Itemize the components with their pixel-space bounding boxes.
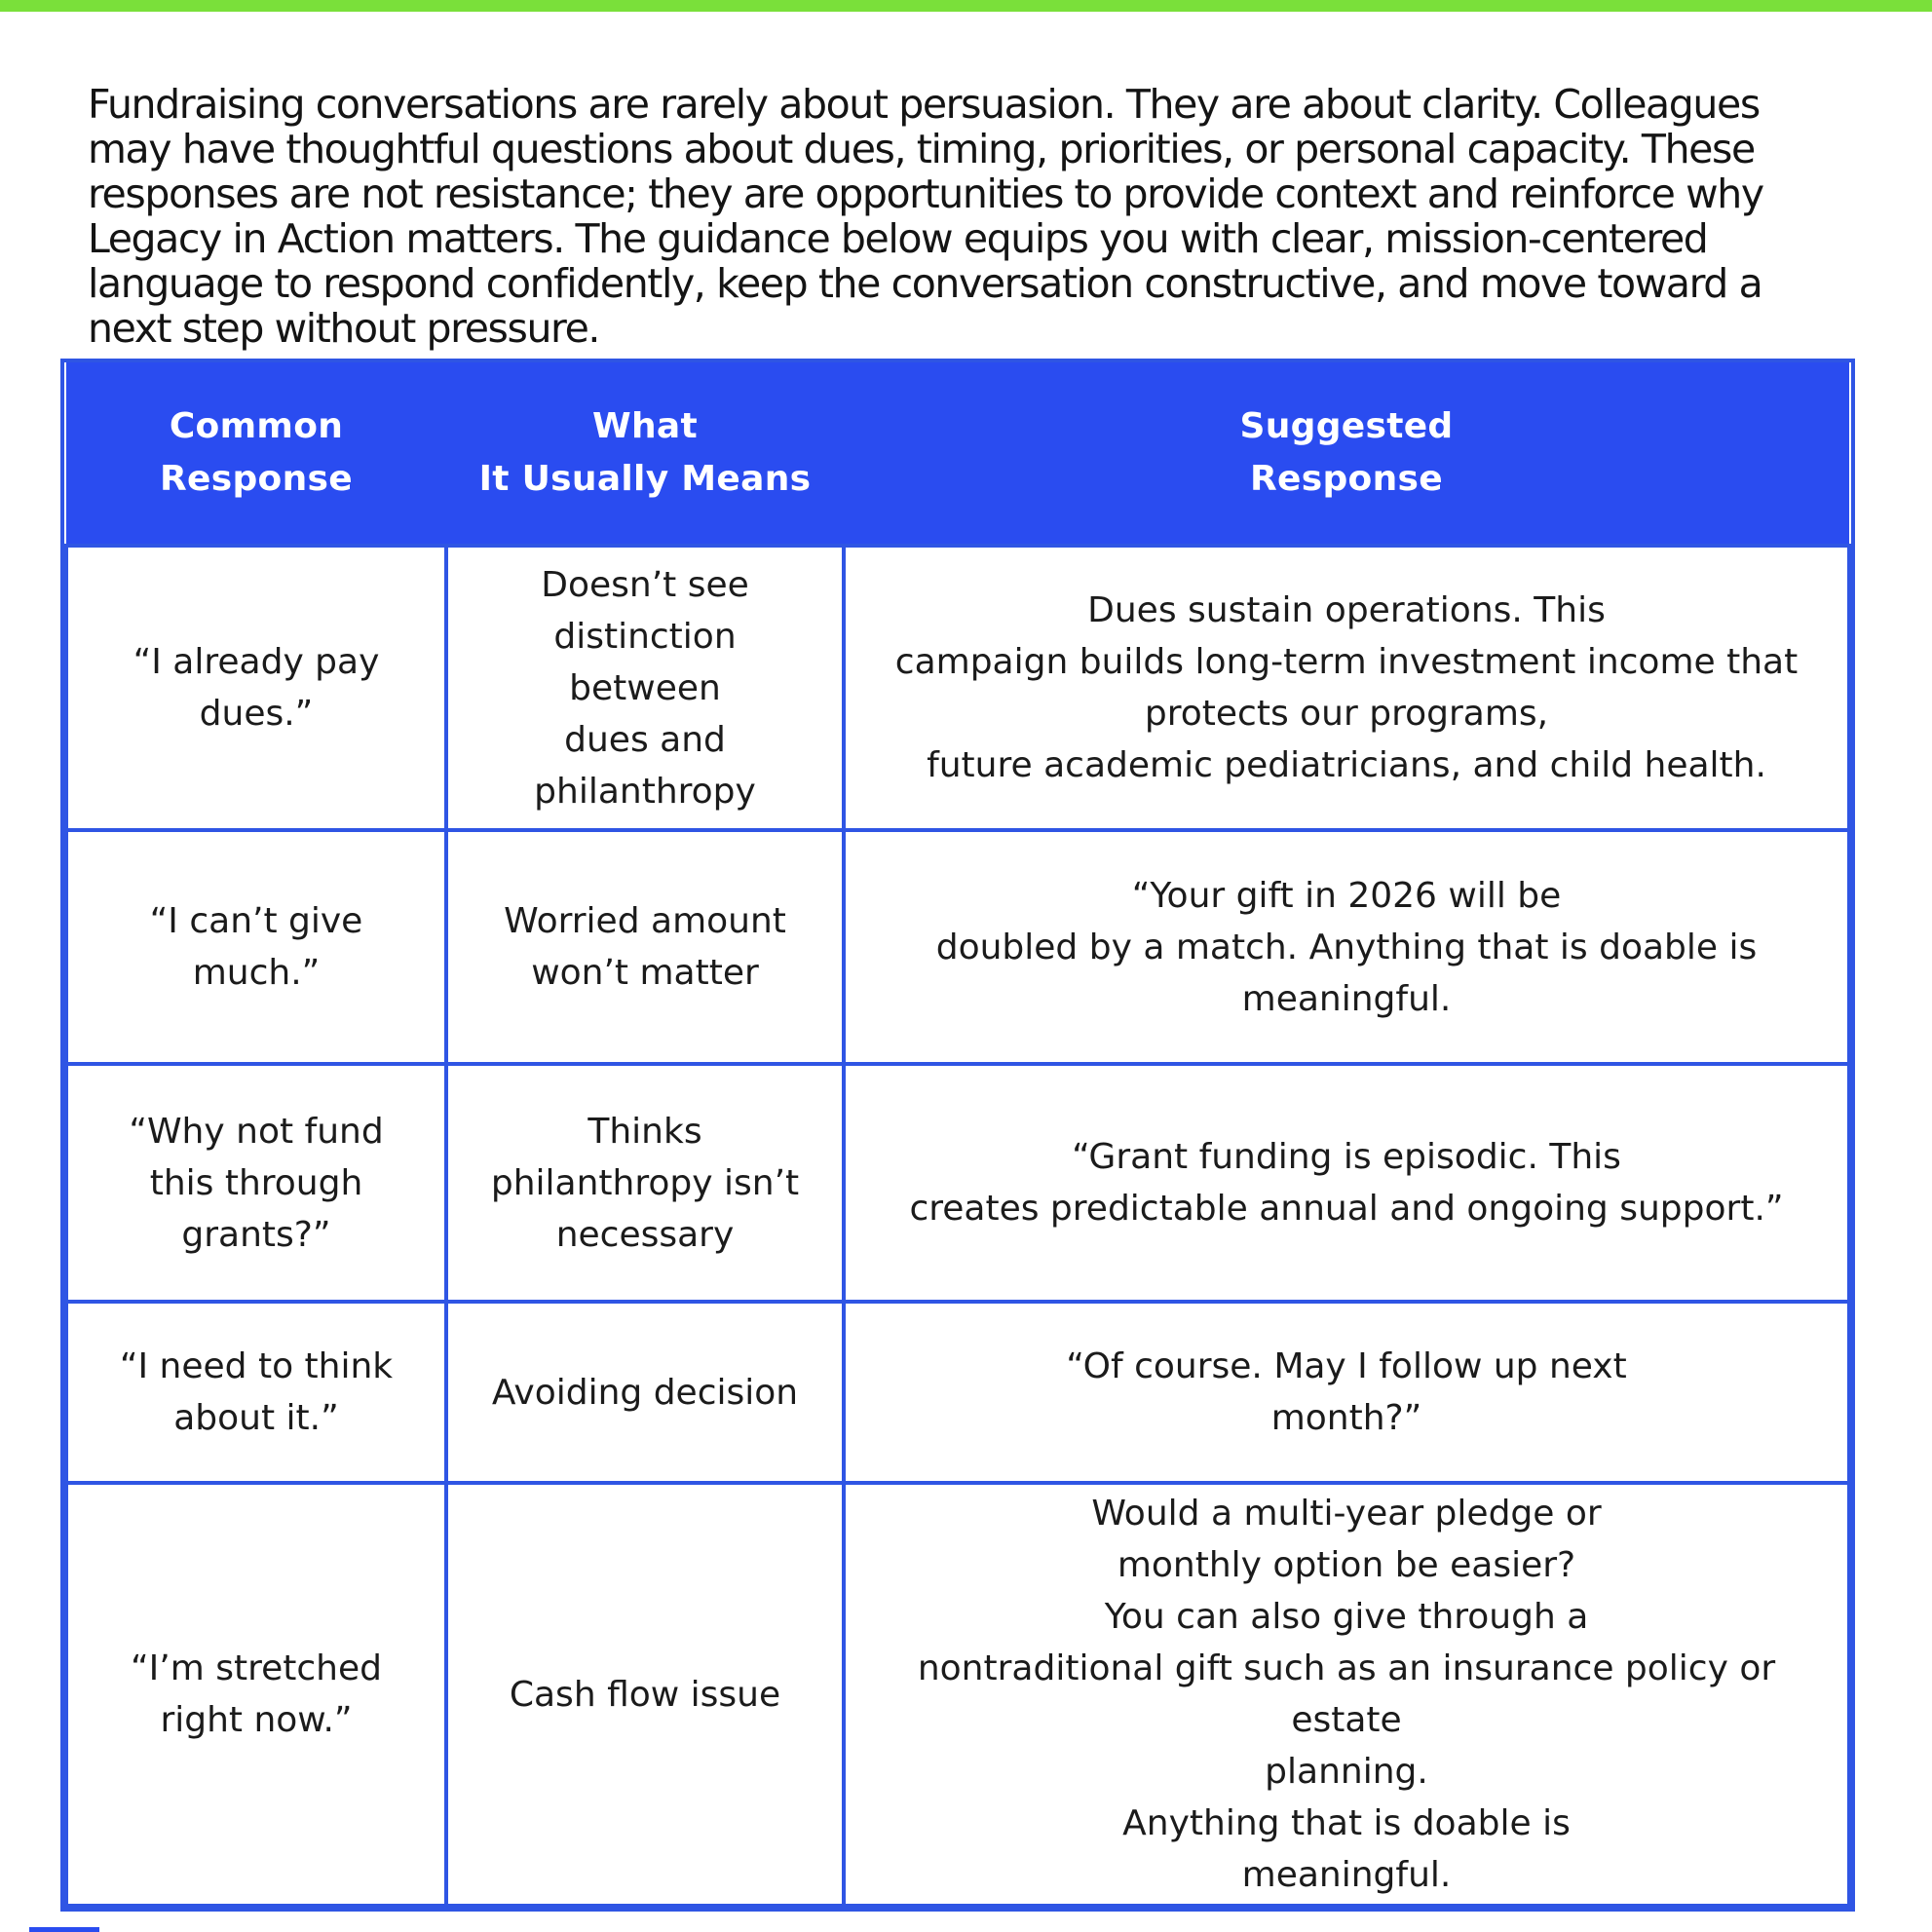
- cell-suggested-response: “Your gift in 2026 will be doubled by a match. Anything that is doable is meaningful.: [844, 830, 1849, 1064]
- header-suggested-response: Suggested Response: [844, 362, 1849, 546]
- cell-meaning: Cash flow issue: [446, 1483, 844, 1906]
- top-accent-bar: [0, 0, 1932, 12]
- cell-meaning: Thinks philanthropy isn’t necessary: [446, 1064, 844, 1302]
- cell-suggested-response: “Grant funding is episodic. This creates predictable annual and ongoing support.”: [844, 1064, 1849, 1302]
- cell-common-response: “Why not fund this through grants?”: [66, 1064, 446, 1302]
- header-what-it-means: What It Usually Means: [446, 362, 844, 546]
- cell-suggested-response: “Of course. May I follow up next month?”: [844, 1302, 1849, 1483]
- cell-common-response: “I already pay dues.”: [66, 546, 446, 830]
- intro-line: Fundraising conversations are rarely about persuasion. They are about clarity. Colleagues: [88, 81, 1760, 128]
- table-header-row: [66, 362, 1849, 546]
- cell-suggested-response: Dues sustain operations. This campaign builds long-term investment income that protects our programs, future academic pediatricians, and child health.: [844, 546, 1849, 830]
- header-common-response: Common Response: [66, 362, 446, 546]
- cell-common-response: “I need to think about it.”: [66, 1302, 446, 1483]
- intro-line: language to respond confidently, keep the conversation constructive, and move toward a: [88, 260, 1762, 307]
- intro-line: Legacy in Action matters. The guidance below equips you with clear, mission-centered: [88, 215, 1708, 262]
- table-row: [66, 830, 1849, 1064]
- cell-suggested-response: Would a multi-year pledge or monthly option be easier? You can also give through a nontraditional gift such as an insurance policy or estate planning. Anything that is doable is meaningful.: [844, 1483, 1849, 1906]
- intro-line: next step without pressure.: [88, 305, 600, 352]
- table-row: [66, 1302, 1849, 1483]
- response-guide-table: [64, 362, 1851, 1908]
- bottom-accent-mark: [29, 1927, 99, 1932]
- intro-line: responses are not resistance; they are opportunities to provide context and reinforce why: [88, 170, 1763, 217]
- table-row: [66, 1064, 1849, 1302]
- cell-common-response: “I can’t give much.”: [66, 830, 446, 1064]
- cell-common-response: “I’m stretched right now.”: [66, 1483, 446, 1906]
- cell-meaning: Worried amount won’t matter: [446, 830, 844, 1064]
- cell-meaning: Doesn’t see distinction between dues and philanthropy: [446, 546, 844, 830]
- response-guide-table-container: [60, 359, 1855, 1912]
- intro-line: may have thoughtful questions about dues, timing, priorities, or personal capacity. These: [88, 126, 1755, 172]
- table-row: [66, 546, 1849, 830]
- intro-paragraph: [88, 82, 1851, 351]
- cell-meaning: Avoiding decision: [446, 1302, 844, 1483]
- table-row: [66, 1483, 1849, 1906]
